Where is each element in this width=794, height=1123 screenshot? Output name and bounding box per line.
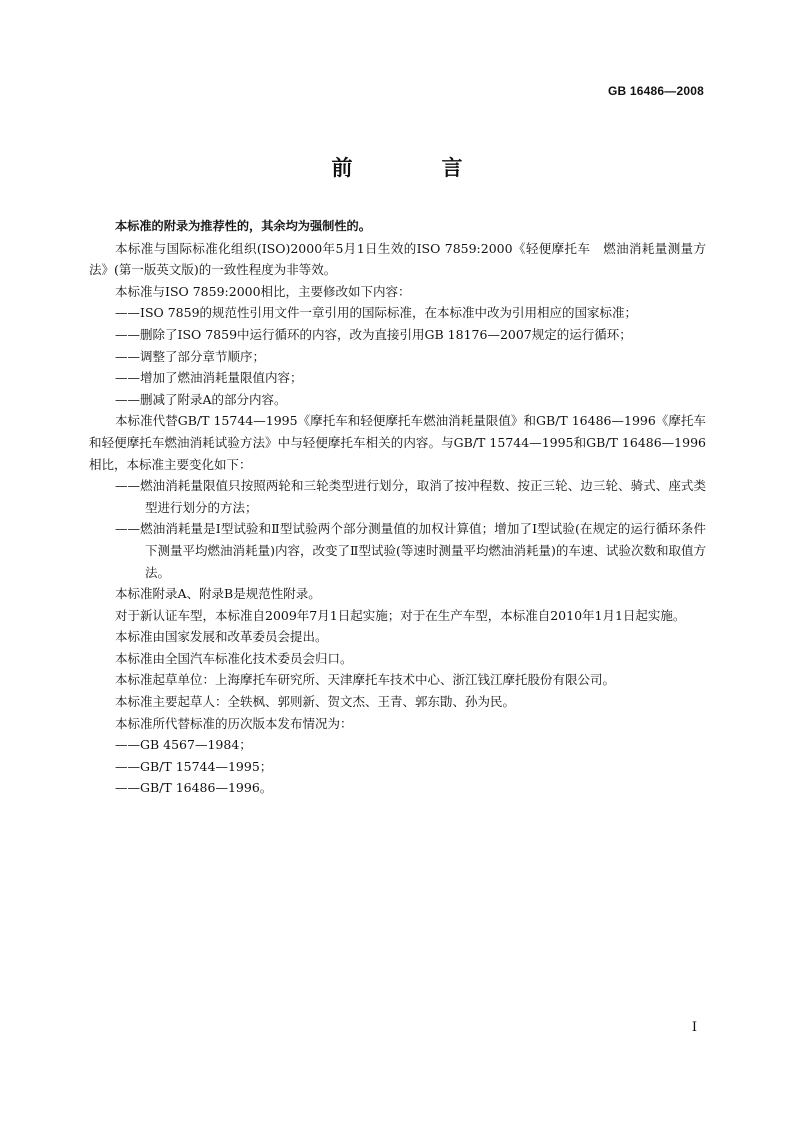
- page-number: I: [691, 1020, 697, 1035]
- foreword-body: [89, 216, 706, 799]
- mandatory-statement: 本标准的附录为推荐性的，其余均为强制性的。: [115, 219, 371, 233]
- modification-item: ——ISO 7859的规范性引用文件一章引用的国际标准，在本标准中改为引用相应的国家标准；: [115, 305, 638, 321]
- paragraph-proposed-by: 本标准由国家发展和改革委员会提出。: [115, 629, 328, 645]
- history-item: ——GB 4567—1984；: [115, 737, 252, 753]
- paragraph-implementation: 对于新认证车型，本标准自2009年7月1日起实施；对于在生产车型，本标准自2010年1月1日起实施。: [115, 607, 686, 623]
- history-item: ——GB/T 16486—1996。: [115, 780, 273, 796]
- modification-item: ——删除了ISO 7859中运行循环的内容，改为直接引用GB 18176—2007规定的运行循环；: [115, 326, 632, 342]
- paragraph-equivalence: 本标准与国际标准化组织(ISO)2000年5月1日生效的ISO 7859:2000《轻便摩托车 燃油消耗量测量方法》(第一版英文版)的一致性程度为非等效。: [89, 240, 706, 278]
- standard-code: GB 16486—2008: [608, 84, 704, 98]
- modification-item: ——删减了附录A的部分内容。: [115, 391, 287, 407]
- paragraph-replacement: 本标准代替GB/T 15744—1995《摩托车和轻便摩托车燃油消耗量限值》和GB/T 16486—1996《摩托车和轻便摩托车燃油消耗试验方法》中与轻便摩托车相关的内容。与GB/T 15744—1995和GB/T 16486—1996相比，本标准主要变化如下：: [89, 413, 706, 472]
- modification-item: ——增加了燃油消耗量限值内容；: [115, 370, 303, 386]
- paragraph-modifications-intro: 本标准与ISO 7859:2000相比，主要修改如下内容：: [115, 283, 411, 299]
- paragraph-drafting-units: 本标准起草单位：上海摩托车研究所、天津摩托车技术中心、浙江钱江摩托股份有限公司。: [115, 672, 616, 688]
- modification-item: ——调整了部分章节顺序；: [115, 348, 266, 364]
- paragraph-centralized-by: 本标准由全国汽车标准化技术委员会归口。: [115, 650, 353, 666]
- history-item: ——GB/T 15744—1995；: [115, 758, 273, 774]
- change-item: ——燃油消耗量限值只按照两轮和三轮类型进行划分，取消了按冲程数、按正三轮、边三轮、骑式、座式类型进行划分的方法；: [115, 478, 706, 515]
- page-title: 前 言: [331, 156, 497, 180]
- change-item: ——燃油消耗量是Ⅰ型试验和Ⅱ型试验两个部分测量值的加权计算值；增加了Ⅰ型试验(在规定的运行循环条件下测量平均燃油消耗量)内容，改变了Ⅱ型试验(等速时测量平均燃油消耗量)的车速、试验次数和取值方法。: [115, 521, 706, 580]
- paragraph-drafters: 本标准主要起草人：全轶枫、郭则新、贺文杰、王青、郭东勖、孙为民。: [115, 694, 516, 710]
- paragraph-annexes: 本标准附录A、附录B是规范性附录。: [115, 586, 321, 602]
- paragraph-history-intro: 本标准所代替标准的历次版本发布情况为：: [115, 715, 353, 731]
